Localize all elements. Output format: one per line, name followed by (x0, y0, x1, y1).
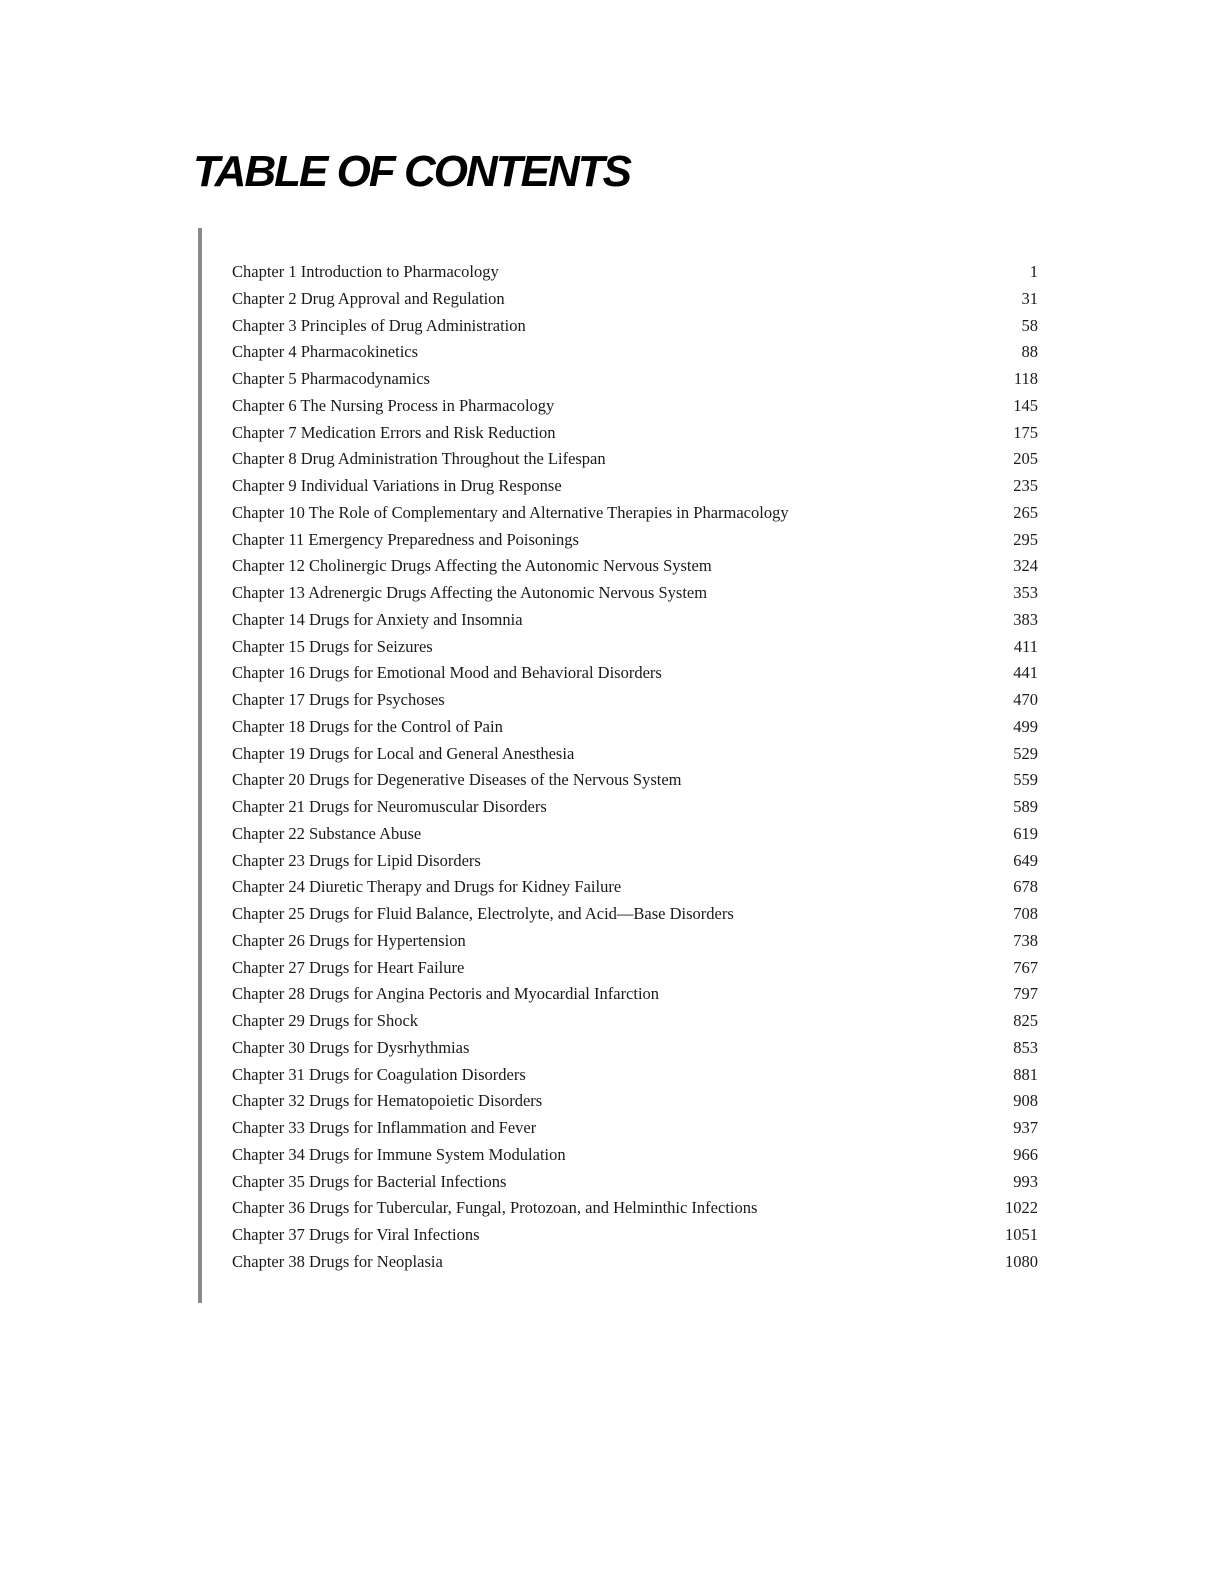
toc-entry-page: 678 (1013, 877, 1038, 897)
toc-entry-title: Chapter 24 Diuretic Therapy and Drugs for Kidney Failure (232, 877, 622, 897)
toc-entry[interactable] (232, 958, 1038, 985)
toc-entry-page: 937 (1013, 1118, 1038, 1137)
toc-entry-page: 767 (1013, 957, 1038, 977)
toc-entry[interactable] (232, 744, 1038, 771)
toc-entry[interactable] (232, 1065, 1038, 1092)
toc-entry-page: 1080 (1005, 1251, 1038, 1271)
toc-entry[interactable] (232, 984, 1038, 1011)
toc-entry-title: Chapter 12 Cholinergic Drugs Affecting the Autonomic Nervous System (232, 556, 712, 576)
toc-entry-page: 708 (1013, 904, 1038, 923)
toc-entry-page: 441 (1013, 663, 1038, 683)
toc-entry-title: Chapter 27 Drugs for Heart Failure (232, 957, 465, 977)
toc-entry-title: Chapter 6 The Nursing Process in Pharmacology (232, 395, 555, 415)
toc-entry-title: Chapter 4 Pharmacokinetics (232, 342, 419, 362)
toc-entry-title: Chapter 2 Drug Approval and Regulation (232, 288, 505, 308)
toc-entry-page: 145 (1013, 395, 1038, 415)
toc-entry-title: Chapter 14 Drugs for Anxiety and Insomnia (232, 609, 523, 629)
toc-entry[interactable] (232, 423, 1038, 450)
toc-entry-page: 738 (1013, 930, 1038, 950)
toc-entry[interactable] (232, 717, 1038, 744)
toc-entry[interactable] (232, 289, 1038, 316)
page-title: TABLE OF CONTENTS (193, 147, 630, 196)
toc-entry-title: Chapter 7 Medication Errors and Risk Reduction (232, 422, 556, 442)
toc-entry[interactable] (232, 1172, 1038, 1199)
toc-entry-page: 529 (1013, 743, 1038, 763)
toc-entry[interactable] (232, 1038, 1038, 1065)
toc-entry[interactable] (232, 770, 1038, 797)
toc-entry[interactable] (232, 931, 1038, 958)
toc-entry[interactable] (232, 476, 1038, 503)
toc-entry[interactable] (232, 637, 1038, 664)
toc-entry-page: 118 (1013, 369, 1038, 388)
toc-entry-page: 881 (1013, 1064, 1038, 1084)
toc-entry[interactable] (232, 396, 1038, 423)
toc-entry-title: Chapter 22 Substance Abuse (232, 823, 422, 843)
toc-entry-title: Chapter 5 Pharmacodynamics (232, 369, 430, 388)
toc-entry-title: Chapter 19 Drugs for Local and General Anesthesia (232, 743, 575, 763)
toc-entry[interactable] (232, 530, 1038, 557)
toc-entry-title: Chapter 17 Drugs for Psychoses (232, 690, 445, 709)
toc-entry-page: 499 (1013, 716, 1038, 736)
toc-entry-title: Chapter 25 Drugs for Fluid Balance, Electrolyte, and Acid—Base Disorders (232, 904, 734, 923)
toc-entry[interactable] (232, 1225, 1038, 1252)
toc-entry-page: 993 (1013, 1171, 1038, 1191)
toc-entry-page: 825 (1013, 1011, 1038, 1030)
toc-entry[interactable] (232, 1118, 1038, 1145)
toc-entry-page: 1022 (1005, 1198, 1038, 1218)
toc-entry[interactable] (232, 503, 1038, 530)
toc-entry-page: 411 (1013, 636, 1038, 656)
toc-entry-page: 589 (1013, 797, 1038, 816)
toc-entry-title: Chapter 20 Drugs for Degenerative Diseases of the Nervous System (232, 770, 682, 790)
toc-entry[interactable] (232, 851, 1038, 878)
toc-entry-title: Chapter 29 Drugs for Shock (232, 1011, 419, 1030)
toc-entry-title: Chapter 23 Drugs for Lipid Disorders (232, 850, 481, 870)
toc-entry[interactable] (232, 690, 1038, 717)
toc-entry-page: 324 (1013, 556, 1038, 576)
toc-entry[interactable] (232, 824, 1038, 851)
toc-entry-page: 649 (1013, 850, 1038, 870)
toc-entry[interactable] (232, 1091, 1038, 1118)
toc-entry-title: Chapter 38 Drugs for Neoplasia (232, 1251, 443, 1271)
toc-entry-title: Chapter 33 Drugs for Inflammation and Fever (232, 1118, 537, 1137)
toc-entry[interactable] (232, 610, 1038, 637)
toc-entry[interactable] (232, 1011, 1038, 1038)
toc-entry-title: Chapter 13 Adrenergic Drugs Affecting the Autonomic Nervous System (232, 583, 708, 602)
toc-entry-title: Chapter 15 Drugs for Seizures (232, 636, 433, 656)
toc-entry[interactable] (232, 1252, 1038, 1279)
toc-entry-page: 295 (1013, 529, 1038, 549)
toc-entry[interactable] (232, 1198, 1038, 1225)
toc-entry-title: Chapter 3 Principles of Drug Administration (232, 315, 526, 335)
toc-entry-page: 353 (1013, 583, 1038, 602)
toc-entry-title: Chapter 1 Introduction to Pharmacology (232, 262, 499, 281)
toc-entry-page: 235 (1013, 476, 1038, 495)
toc-entry-page: 175 (1013, 422, 1038, 442)
toc-entry-page: 797 (1013, 984, 1038, 1004)
toc-entry-title: Chapter 9 Individual Variations in Drug Response (232, 476, 562, 495)
toc-entry[interactable] (232, 316, 1038, 343)
toc-entry-title: Chapter 30 Drugs for Dysrhythmias (232, 1037, 470, 1057)
toc-entry-title: Chapter 8 Drug Administration Throughout the Lifespan (232, 449, 606, 469)
toc-entry-page: 619 (1013, 823, 1038, 843)
toc-entry[interactable] (232, 904, 1038, 931)
toc-entry[interactable] (232, 877, 1038, 904)
toc-entry-page: 1051 (1005, 1225, 1038, 1244)
toc-entry-page: 205 (1013, 449, 1038, 469)
toc-entry-title: Chapter 16 Drugs for Emotional Mood and Behavioral Disorders (232, 663, 662, 683)
toc-entry-title: Chapter 32 Drugs for Hematopoietic Disorders (232, 1091, 543, 1111)
toc-divider (198, 228, 202, 1303)
toc-entry[interactable] (232, 797, 1038, 824)
toc-entry-title: Chapter 28 Drugs for Angina Pectoris and Myocardial Infarction (232, 984, 660, 1004)
toc-entry-page: 383 (1013, 609, 1038, 629)
toc-entry-page: 470 (1013, 690, 1038, 709)
toc-entry-title: Chapter 36 Drugs for Tubercular, Fungal, Protozoan, and Helminthic Infections (232, 1198, 758, 1218)
toc-entry[interactable] (232, 369, 1038, 396)
toc-entry[interactable] (232, 262, 1038, 289)
toc-entry-title: Chapter 18 Drugs for the Control of Pain (232, 716, 503, 736)
toc-entry-title: Chapter 31 Drugs for Coagulation Disorders (232, 1064, 526, 1084)
toc-entry-page: 88 (1021, 342, 1038, 362)
toc-entry-title: Chapter 11 Emergency Preparedness and Poisonings (232, 529, 579, 549)
toc-entry-page: 559 (1013, 770, 1038, 790)
toc-entry-page: 31 (1021, 288, 1038, 308)
toc-entry-page: 1 (1029, 262, 1038, 281)
toc-entry[interactable] (232, 449, 1038, 476)
toc-entry-title: Chapter 35 Drugs for Bacterial Infections (232, 1171, 507, 1191)
toc-entry-page: 966 (1013, 1144, 1038, 1164)
toc-entry-title: Chapter 26 Drugs for Hypertension (232, 930, 466, 950)
toc-entry-title: Chapter 37 Drugs for Viral Infections (232, 1225, 480, 1244)
toc-entry-title: Chapter 10 The Role of Complementary and Alternative Therapies in Pharmacology (232, 502, 789, 522)
toc-entry-page: 58 (1021, 315, 1038, 335)
toc-entry[interactable] (232, 556, 1038, 583)
toc-entry-title: Chapter 34 Drugs for Immune System Modulation (232, 1144, 566, 1164)
toc-entry-page: 908 (1013, 1091, 1038, 1111)
toc-entry-title: Chapter 21 Drugs for Neuromuscular Disorders (232, 797, 547, 816)
toc-entry-page: 265 (1013, 502, 1038, 522)
toc-entry[interactable] (232, 342, 1038, 369)
toc-entry[interactable] (232, 583, 1038, 610)
toc-entry[interactable] (232, 663, 1038, 690)
toc-entry[interactable] (232, 1145, 1038, 1172)
toc-entry-page: 853 (1013, 1037, 1038, 1057)
table-of-contents (232, 262, 1038, 1279)
